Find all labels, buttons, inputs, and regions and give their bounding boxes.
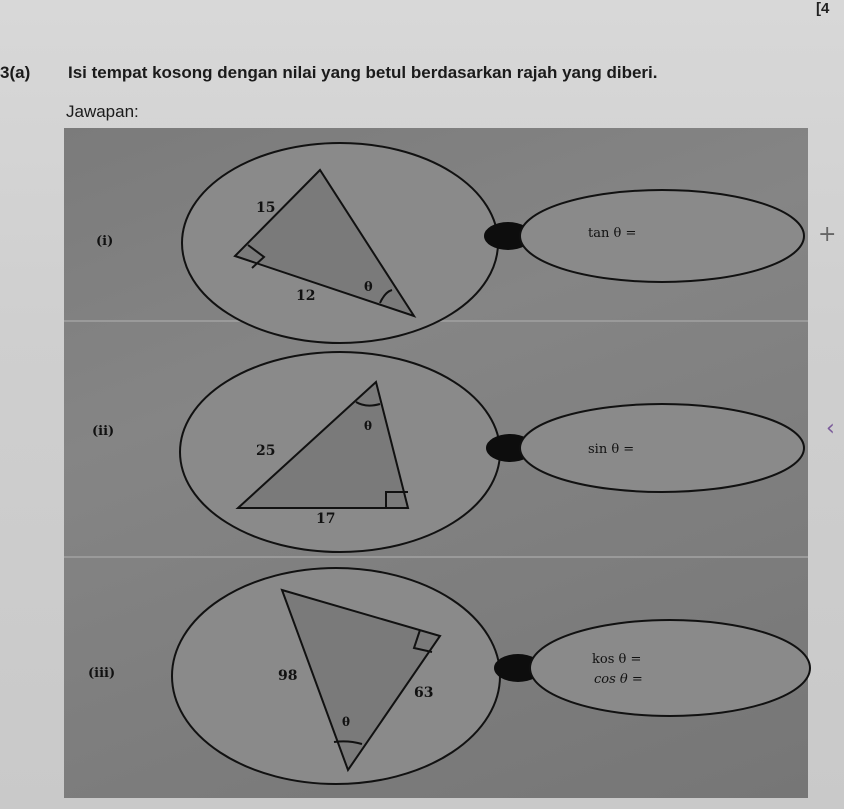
corner-mark: [4 [816, 0, 830, 17]
part-label-i: (i) [96, 234, 114, 249]
answer-ellipse-i [520, 190, 804, 282]
part-label-iii: (iii) [88, 666, 116, 681]
answer-prompt-cos[interactable]: cos θ = [594, 672, 643, 687]
part-label-ii: (ii) [92, 424, 115, 439]
question-number: 3(a) [0, 63, 31, 82]
answer-ellipse-ii [520, 404, 804, 492]
side-label-63: 63 [414, 685, 434, 701]
angle-label-iii: θ [342, 715, 351, 729]
angle-label-ii: θ [364, 419, 373, 433]
side-label-17: 17 [316, 511, 336, 527]
answer-prompt-tan[interactable]: tan θ = [588, 226, 637, 241]
angle-label-i: θ [364, 280, 373, 295]
answer-prompt-kos[interactable]: kos θ = [592, 652, 642, 667]
question-instruction: Isi tempat kosong dengan nilai yang betul berdasarkan rajah yang diberi. [68, 63, 658, 82]
side-label-98: 98 [278, 668, 298, 684]
margin-bracket-mark: ‹ [826, 416, 835, 441]
margin-tick-mark: + [818, 222, 837, 247]
answer-label: Jawapan: [66, 102, 139, 121]
answer-ellipse-iii [530, 620, 810, 716]
side-label-15: 15 [256, 200, 276, 216]
side-label-25: 25 [256, 443, 276, 459]
side-label-12: 12 [296, 288, 316, 304]
answer-prompt-sin[interactable]: sin θ = [588, 442, 635, 457]
